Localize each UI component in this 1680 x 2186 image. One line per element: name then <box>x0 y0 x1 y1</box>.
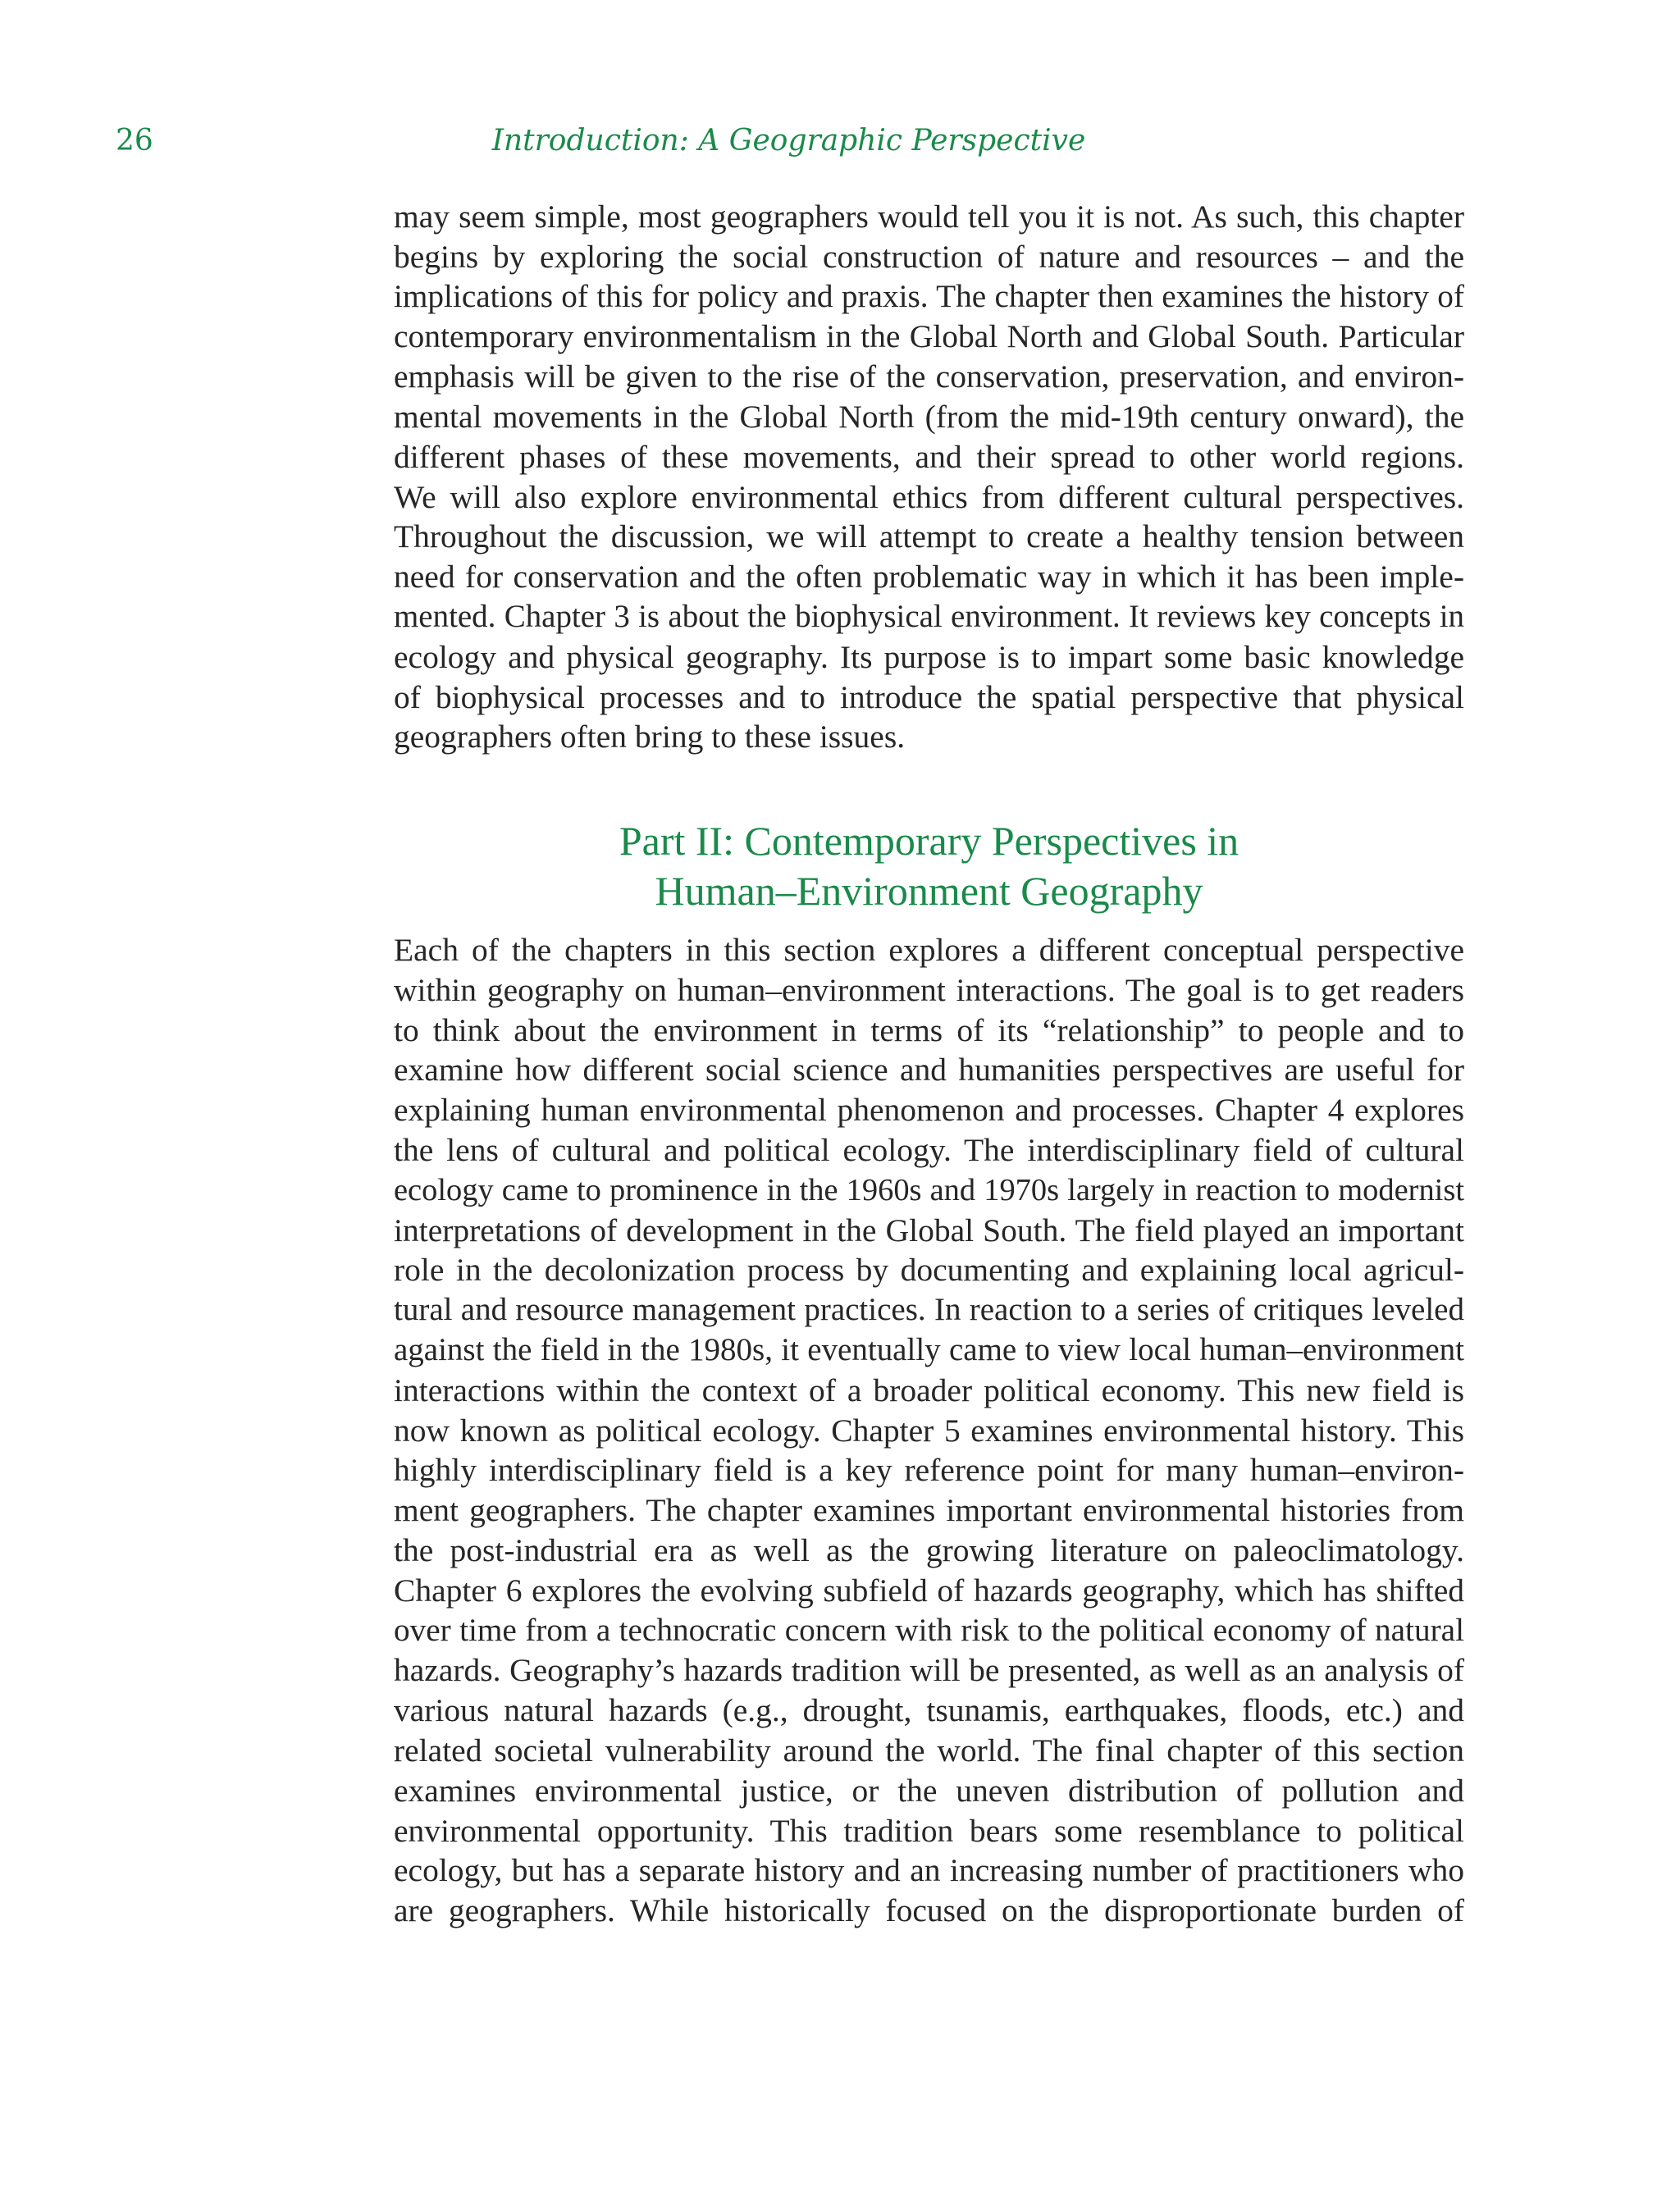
text-line: examine how different social science and humanities perspectives are useful for <box>394 1052 1464 1088</box>
text-line: are geographers. While historically focused on the disproportionate burden of <box>394 1892 1464 1929</box>
text-line: examines environmental justice, or the uneven distribution of pollution and <box>394 1772 1464 1809</box>
text-line: ecology, but has a separate history and an increasing number of practitioners who <box>394 1852 1464 1889</box>
text-line: various natural hazards (e.g., drought, tsunamis, earthquakes, floods, etc.) and <box>394 1692 1464 1729</box>
text-line: contemporary environmentalism in the Global North and Global South. Particular <box>394 318 1464 355</box>
text-line: to think about the environment in terms of its “relationship” to people and to <box>394 1011 1464 1048</box>
text-line: emphasis will be given to the rise of the conservation, preservation, and environ- <box>394 358 1464 395</box>
text-line: role in the decolonization process by documenting and explaining local agricul- <box>394 1252 1464 1289</box>
text-line: ment geographers. The chapter examines important environmental histories from <box>394 1492 1464 1529</box>
running-title: Introduction: A Geographic Perspective <box>491 124 1086 157</box>
text-line: ecology came to prominence in the 1960s and 1970s largely in reaction to modernist <box>394 1172 1464 1207</box>
text-line: We will also explore environmental ethics from different cultural perspectives. <box>394 478 1464 515</box>
text-line: mented. Chapter 3 is about the biophysical environment. It reviews key concepts in <box>394 598 1464 634</box>
text-line: implications of this for policy and praxis. The chapter then examines the history of <box>394 278 1464 314</box>
page-number: 26 <box>116 124 153 157</box>
text-line: the lens of cultural and political ecology. The interdisciplinary field of cultural <box>394 1131 1464 1168</box>
text-line: within geography on human–environment interactions. The goal is to get readers <box>394 971 1464 1008</box>
text-line: over time from a technocratic concern with risk to the political economy of natural <box>394 1612 1464 1648</box>
text-line: Chapter 6 explores the evolving subfield of hazards geography, which has shifted <box>394 1572 1464 1609</box>
text-line: may seem simple, most geographers would tell you it is not. As such, this chapter <box>394 199 1464 235</box>
text-line: now known as political ecology. Chapter 5 examines environmental history. This <box>394 1412 1464 1449</box>
text-line: interpretations of development in the Global South. The field played an important <box>394 1212 1464 1248</box>
body-paragraph-2 <box>394 930 1464 1931</box>
text-line: highly interdisciplinary field is a key reference point for many human–environ- <box>394 1452 1464 1489</box>
text-line: interactions within the context of a broader political economy. This new field is <box>394 1371 1464 1408</box>
text-line: the post-industrial era as well as the growing literature on paleoclimatology. <box>394 1531 1464 1568</box>
text-line: against the field in the 1980s, it eventually came to view local human–environment <box>394 1331 1464 1367</box>
text-line: hazards. Geography’s hazards tradition will be presented, as well as an analysis of <box>394 1652 1464 1689</box>
text-line: ecology and physical geography. Its purpose is to impart some basic knowledge <box>394 638 1464 675</box>
text-line: mental movements in the Global North (from the mid-19th century onward), the <box>394 398 1464 435</box>
text-line: related societal vulnerability around the world. The final chapter of this section <box>394 1732 1464 1768</box>
text-line: tural and resource management practices. In reaction to a series of critiques leveled <box>394 1292 1464 1328</box>
text-line: Each of the chapters in this section explores a different conceptual perspective <box>394 932 1464 968</box>
section-heading <box>394 816 1464 916</box>
text-line: need for conservation and the often problematic way in which it has been imple- <box>394 559 1464 596</box>
text-line: different phases of these movements, and their spread to other world regions. <box>394 438 1464 475</box>
text-line: geographers often bring to these issues. <box>394 719 906 755</box>
text-line: Throughout the discussion, we will attempt to create a healthy tension between <box>394 518 1464 555</box>
text-line: begins by exploring the social construction of nature and resources – and the <box>394 238 1464 275</box>
section-heading-line: Human–Environment Geography <box>655 868 1203 914</box>
body-paragraph-1 <box>394 197 1464 757</box>
text-line: environmental opportunity. This tradition bears some resemblance to political <box>394 1812 1464 1849</box>
section-heading-line: Part II: Contemporary Perspectives in <box>619 818 1239 864</box>
text-line: of biophysical processes and to introduce the spatial perspective that physical <box>394 678 1464 715</box>
text-line: explaining human environmental phenomenon and processes. Chapter 4 explores <box>394 1092 1464 1129</box>
